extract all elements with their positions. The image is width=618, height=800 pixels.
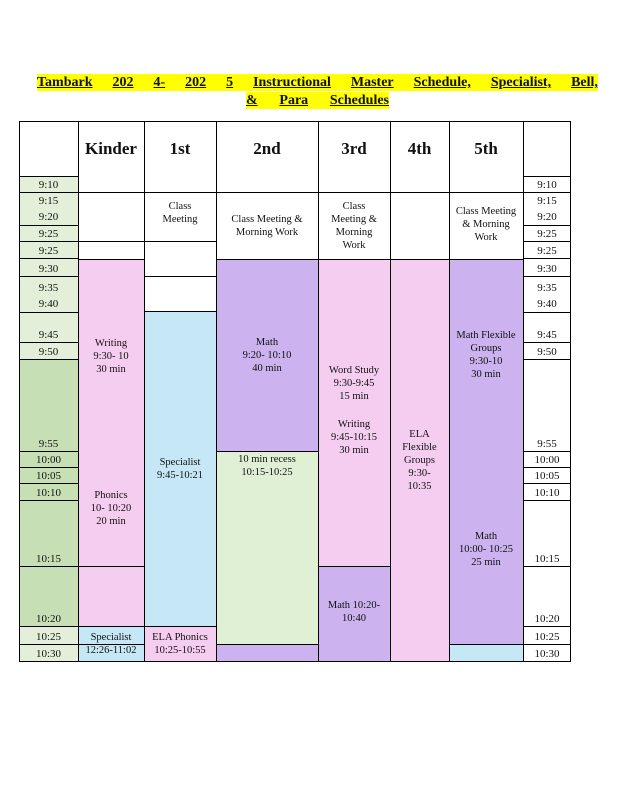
title-line-1-word: Specialist,: [490, 75, 552, 90]
fifth-class-meeting-line: & Morning: [462, 219, 510, 230]
time-label-right: [523, 483, 571, 500]
second-math: [216, 333, 318, 378]
time-label-left: [19, 241, 78, 258]
time-value: 10:00: [534, 454, 560, 466]
third-class-meeting-line: Meeting &: [331, 214, 377, 225]
fifth-math-line: 10:00- 10:25: [459, 544, 513, 555]
fourth-ela-line: Groups: [404, 454, 435, 466]
kinder-phonics-line: Phonics: [94, 489, 128, 501]
grid-line: [19, 626, 78, 627]
title-line-2-word: &: [246, 93, 258, 108]
third-writing-line: Writing: [337, 419, 371, 430]
fourth-ela-line: Flexible: [402, 441, 437, 453]
grid-line: [216, 259, 318, 260]
grid-line: [19, 276, 78, 277]
time-value: 9:50: [38, 346, 59, 358]
fifth-math-line: 25 min: [471, 557, 501, 568]
grid-line: [19, 225, 78, 226]
fifth-math: [449, 527, 523, 572]
time-label-left: [19, 467, 78, 483]
time-label-right: [523, 359, 571, 451]
grid-line: [318, 259, 390, 260]
time-value: 9:30: [537, 263, 557, 275]
kinder-phonics-line: 10- 10:20: [90, 502, 132, 514]
title-line-1-word: Instructional: [253, 75, 331, 90]
time-label-right: 9:25: [537, 228, 557, 240]
fifth-math-flex-line: 9:30-10: [469, 356, 503, 367]
time-label-left: [19, 451, 78, 467]
time-label-left: 9:25: [38, 228, 59, 240]
time-value: 10:15: [534, 553, 560, 565]
grid-line: [78, 626, 144, 627]
grid-line: [390, 259, 449, 260]
first-ela-phonics: [144, 626, 216, 661]
grid-line: [19, 312, 78, 313]
time-value: 9:40: [537, 298, 557, 310]
time-label-left: [19, 276, 78, 312]
kinder-phonics: [78, 483, 144, 533]
grid-line: [523, 312, 571, 313]
grid-line: [523, 467, 571, 468]
time-label-right: [523, 312, 571, 342]
time-label-right: [523, 258, 571, 276]
time-value: 10:25: [35, 631, 62, 643]
grid-line: [523, 566, 571, 567]
time-value: 9:15: [537, 195, 557, 207]
time-value: 9:10: [38, 179, 59, 191]
grid-line: [390, 121, 391, 662]
third-math-line: Math 10:20-: [327, 600, 381, 611]
time-value: 9:15: [38, 195, 59, 207]
time-label-left: [19, 566, 78, 626]
kinder-specialist-line: Specialist: [90, 631, 132, 643]
time-value: 10:20: [35, 613, 62, 625]
fifth-math-line: Math: [474, 531, 498, 542]
time-label-right: [523, 644, 571, 661]
grid-line: [19, 661, 571, 662]
grid-line: [78, 121, 79, 662]
time-label-right: [523, 451, 571, 467]
grid-line: [19, 500, 78, 501]
fifth-math-flex-line: Math Flexible: [456, 330, 516, 341]
title-line-1-word: 4-: [153, 75, 166, 90]
first-specialist: [144, 311, 216, 626]
time-value: 9:20: [38, 211, 59, 223]
grid-line: [19, 359, 78, 360]
grid-line: [523, 342, 571, 343]
third-writing: [318, 415, 390, 460]
grid-line: [318, 121, 319, 662]
grid-line: [144, 311, 216, 312]
title-line-2: [246, 92, 389, 109]
grid-line: [19, 644, 78, 645]
fifth-purple-block: [449, 259, 523, 644]
grid-line: [78, 241, 144, 242]
time-value: 9:10: [537, 179, 557, 191]
time-label-right: [523, 500, 571, 566]
time-label-right: [523, 467, 571, 483]
grid-line: [523, 451, 571, 452]
time-value: 10:00: [35, 454, 62, 466]
grid-line: [19, 342, 78, 343]
time-label-left: [19, 500, 78, 566]
grid-line: [216, 121, 217, 662]
grid-line: [523, 258, 571, 259]
kinder-phonics-line: 20 min: [96, 515, 126, 527]
time-value: 9:55: [38, 438, 59, 450]
grid-line: [19, 192, 78, 193]
third-word-study: [318, 361, 390, 406]
grid-line: [144, 121, 145, 662]
grid-line: [78, 566, 144, 567]
third-class-meeting-line: Work: [342, 240, 366, 251]
time-value: 9:30: [38, 263, 59, 275]
grid-line: [78, 192, 523, 193]
grid-line: [523, 644, 571, 645]
third-writing-line: 9:45-10:15: [330, 432, 378, 443]
first-class-meeting-line: Meeting: [162, 214, 198, 225]
grid-line: [216, 451, 318, 452]
grid-line: [19, 566, 78, 567]
grid-line: [19, 241, 78, 242]
title-line-2-word: Schedules: [329, 93, 389, 108]
kinder-block: [78, 259, 144, 626]
second-math-line: 9:20- 10:10: [242, 350, 292, 361]
grid-line: [523, 359, 571, 360]
header-5th: 5th: [474, 138, 498, 158]
first-ela-phonics-line: ELA Phonics: [152, 631, 208, 643]
grid-line: [318, 566, 390, 567]
time-label-left: [19, 644, 78, 661]
third-writing-line: 30 min: [339, 445, 369, 456]
fifth-class-meeting-line: Class Meeting: [455, 206, 517, 217]
fifth-math-flex-line: Groups: [470, 343, 502, 354]
grid-line: [19, 467, 78, 468]
time-label-right: [523, 566, 571, 626]
third-word-study-line: Word Study: [328, 365, 380, 376]
grid-line: [523, 176, 571, 177]
second-bottom-block: [216, 644, 318, 661]
time-label-right: [523, 626, 571, 644]
title-line-1-word: 202: [185, 75, 207, 90]
title-line-1-word: 5: [226, 75, 234, 90]
time-value: 9:40: [38, 298, 59, 310]
second-class-meeting-line: Class Meeting &: [231, 214, 303, 225]
time-value: 10:20: [534, 613, 560, 625]
time-value: 10:30: [35, 648, 62, 660]
time-value: 9:20: [537, 211, 557, 223]
header-3rd: 3rd: [341, 138, 367, 158]
time-label-left: [19, 192, 78, 225]
grid-line: [78, 644, 144, 645]
time-value: 10:30: [534, 648, 560, 660]
fourth-ela-line: 9:30-: [408, 467, 431, 479]
third-class-meeting: [318, 193, 390, 259]
time-value: 10:05: [534, 470, 560, 482]
grid-line: [144, 626, 216, 627]
second-recess-line: 10:15-10:25: [241, 467, 293, 478]
first-class-meeting: [144, 193, 216, 231]
grid-line: [144, 276, 216, 277]
kinder-writing-line: 30 min: [96, 363, 126, 375]
grid-line: [19, 176, 78, 177]
fourth-ela-line: ELA: [409, 428, 430, 440]
second-recess: [216, 451, 318, 481]
time-label-left: [19, 312, 78, 342]
third-math: [318, 596, 390, 628]
time-value: 9:25: [38, 245, 59, 257]
schedule-grid: [19, 121, 571, 662]
title-line-1-word: Bell,: [571, 75, 598, 90]
grid-line: [19, 451, 78, 452]
header-4th: 4th: [407, 138, 432, 158]
first-class-meeting-line: Class: [168, 201, 192, 212]
second-math-line: 40 min: [252, 363, 282, 374]
time-value: 9:50: [537, 346, 557, 358]
time-label-left: [19, 176, 78, 192]
grid-line: [19, 483, 78, 484]
grid-line: [19, 121, 571, 122]
grid-line: [523, 626, 571, 627]
time-value: 9:35: [537, 282, 557, 294]
grid-line: [144, 241, 216, 242]
fifth-math-flex-line: 30 min: [471, 369, 501, 380]
kinder-writing-line: Writing: [94, 337, 128, 349]
third-word-study-line: 9:30-9:45: [333, 378, 375, 389]
second-class-meeting-line: Morning Work: [235, 227, 299, 238]
first-specialist-line: 9:45-10:21: [156, 469, 204, 481]
first-specialist-line: Specialist: [159, 456, 201, 468]
time-label-left: [19, 258, 78, 276]
time-label-left: [19, 359, 78, 451]
time-value: 9:45: [537, 329, 557, 341]
title-line-1-word: Tambark: [37, 75, 93, 90]
header-kinder: Kinder: [85, 138, 137, 158]
fifth-bottom-block: [449, 644, 523, 661]
third-pink-block: [318, 259, 390, 566]
time-value: 10:25: [534, 631, 560, 643]
grid-line: [449, 644, 523, 645]
time-label-left: [19, 483, 78, 500]
grid-line: [523, 225, 571, 226]
third-word-study-line: 15 min: [339, 391, 369, 402]
grid-line: [523, 192, 571, 193]
time-value: 9:25: [537, 245, 557, 257]
time-label-right: [523, 176, 571, 192]
fourth-ela: [390, 421, 449, 499]
time-value: 9:55: [537, 438, 557, 450]
grid-line: [570, 121, 571, 662]
kinder-specialist-line: 12:26-11:02: [85, 644, 137, 656]
grid-line: [449, 121, 450, 662]
time-label-right: [523, 192, 571, 225]
grid-line: [523, 241, 571, 242]
grid-line: [523, 500, 571, 501]
time-label-right: [523, 342, 571, 359]
second-math-line: Math: [255, 337, 279, 348]
title-line-1-word: 202: [112, 75, 134, 90]
fourth-ela-line: 10:35: [407, 480, 432, 492]
time-label-left: [19, 342, 78, 359]
time-value: 9:35: [38, 282, 59, 294]
time-label-right: [523, 276, 571, 312]
fifth-math-flex: [449, 326, 523, 384]
kinder-writing-line: 9:30- 10: [93, 350, 129, 362]
title-line-2-word: Para: [279, 93, 309, 108]
grid-line: [523, 276, 571, 277]
grid-line: [19, 258, 78, 259]
grid-line: [523, 483, 571, 484]
time-label-right: [523, 241, 571, 258]
second-recess-line: 10 min recess: [238, 454, 296, 465]
header-2nd: 2nd: [253, 138, 281, 158]
grid-line: [78, 259, 144, 260]
time-value: 10:10: [35, 487, 62, 499]
title-line-1-word: Master: [350, 75, 394, 90]
time-value: 9:45: [38, 329, 59, 341]
first-ela-phonics-line: 10:25-10:55: [154, 644, 206, 656]
kinder-writing: [78, 331, 144, 381]
time-value: 10:10: [534, 487, 560, 499]
fifth-class-meeting-line: Work: [474, 232, 498, 243]
time-value: 10:15: [35, 553, 62, 565]
second-class-meeting: [216, 193, 318, 259]
grid-line: [523, 121, 524, 662]
third-math-line: 10:40: [342, 613, 366, 624]
header-1st: 1st: [169, 138, 191, 158]
time-value: 10:05: [35, 470, 62, 482]
title-line-1: [37, 74, 598, 91]
time-label-left: [19, 626, 78, 644]
grid-line: [216, 644, 318, 645]
third-class-meeting-line: Morning: [335, 227, 373, 238]
grid-line: [19, 121, 20, 662]
title-line-1-word: Schedule,: [413, 75, 471, 90]
third-class-meeting-line: Class: [342, 201, 366, 212]
grid-line: [449, 259, 523, 260]
fifth-class-meeting: [449, 193, 523, 259]
